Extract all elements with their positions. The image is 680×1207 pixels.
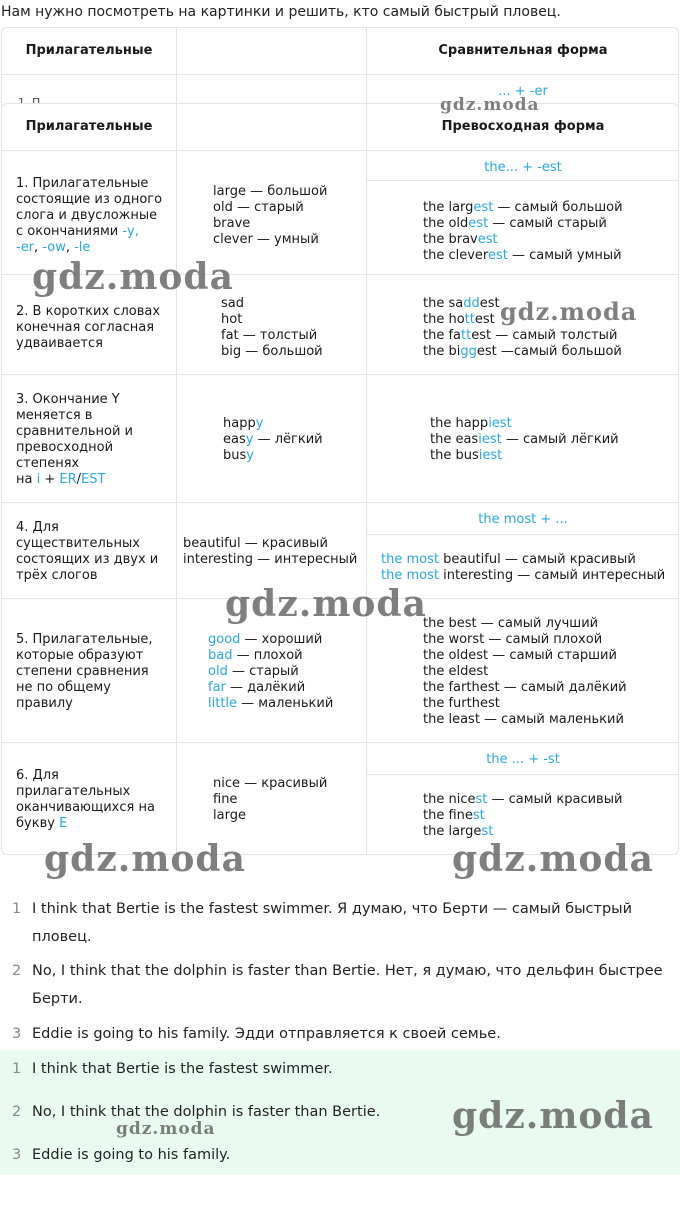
comparative-col1-header: Прилагательные	[25, 43, 153, 58]
answer-2: 2 No, I think that the dolphin is faster than Bertie. Нет, я думаю, что дельфин быстрее Берти.	[12, 963, 663, 1007]
adj-3: happy easy — лёгкий busy	[223, 416, 323, 463]
rule-2: 2. В коротких словах конечная согласная удваивается	[16, 304, 161, 351]
adj-6: nice — красивый fine large	[213, 776, 328, 823]
adj-2: sad hot fat — толстый big — большой	[221, 296, 323, 359]
answer-3: 3 Eddie is going to his family. Эдди отправляется к своей семье.	[12, 1026, 501, 1042]
intro-text: Нам нужно посмотреть на картинки и решить, кто самый быстрый пловец.	[1, 4, 561, 20]
comparative-rule: ... + -er	[498, 84, 548, 99]
watermark: gdz.moda	[225, 583, 427, 625]
sup-6: the nicest — самый красивый the finest the largest	[423, 792, 623, 839]
answer-1: 1 I think that Bertie is the fastest swimmer. Я думаю, что Берти — самый быстрый пловец.	[12, 901, 633, 945]
top-rule: the... + -est	[484, 160, 562, 175]
adj-4: beautiful — красивый interesting — интересный	[183, 536, 358, 567]
rule-1: 1. Прилагательные состоящие из одного слога и двусложные с окончаниями -y, -er, -ow, -le	[16, 176, 163, 255]
watermark: gdz.moda	[440, 95, 540, 115]
superlative-table	[1, 103, 679, 855]
watermark: gdz.moda	[44, 838, 246, 880]
rule-6: 6. Для прилагательных оканчивающихся на букву E	[16, 768, 155, 831]
rule-5: 5. Прилагательные, которые образуют степени сравнения не по общему правилу	[16, 632, 153, 711]
sup-1: the largest — самый большой the oldest — самый старый the bravest the cleverest — самый умный	[423, 200, 623, 263]
watermark: gdz.moda	[452, 838, 654, 880]
answer-en-2: 2 No, I think that the dolphin is faster than Bertie.	[12, 1104, 381, 1120]
rule-3: 3. Окончание Y меняется в сравнительной и превосходной степенях на i + ER/EST	[16, 392, 133, 487]
superlative-col2-header: Превосходная форма	[441, 119, 605, 134]
sup-2: the saddest the hottest the fattest — самый толстый the biggest —самый большой	[423, 296, 622, 359]
superlative-col1-header: Прилагательные	[25, 119, 153, 134]
watermark: gdz.moda	[32, 256, 234, 298]
adj-5: good — хороший bad — плохой old — старый far — далёкий little — маленький	[208, 632, 334, 711]
most-rule: the most + ...	[478, 512, 568, 527]
sup-4: the most beautiful — самый красивый the most interesting — самый интересный	[381, 552, 666, 583]
rule-4: 4. Для существительных состоящих из двух и трёх слогов	[16, 520, 159, 583]
answer-en-1: 1 I think that Bertie is the fastest swimmer.	[12, 1061, 333, 1077]
answer-en-3: 3 Eddie is going to his family.	[12, 1147, 231, 1163]
comparative-col2-header: Сравнительная форма	[438, 43, 608, 58]
st-rule: the ... + -st	[486, 752, 560, 767]
watermark: gdz.moda	[500, 297, 638, 326]
watermark: gdz.moda	[452, 1095, 654, 1137]
sup-5: the best — самый лучший the worst — самый плохой the oldest — самый старший the eldest the farthest — самый далёкий the furthest the least — самый маленький	[423, 616, 627, 727]
watermark: gdz.moda	[116, 1119, 216, 1139]
sup-3: the happiest the easiest — самый лёгкий the busiest	[430, 416, 619, 463]
adj-1: large — большой old — старый brave clever — умный	[213, 184, 328, 247]
